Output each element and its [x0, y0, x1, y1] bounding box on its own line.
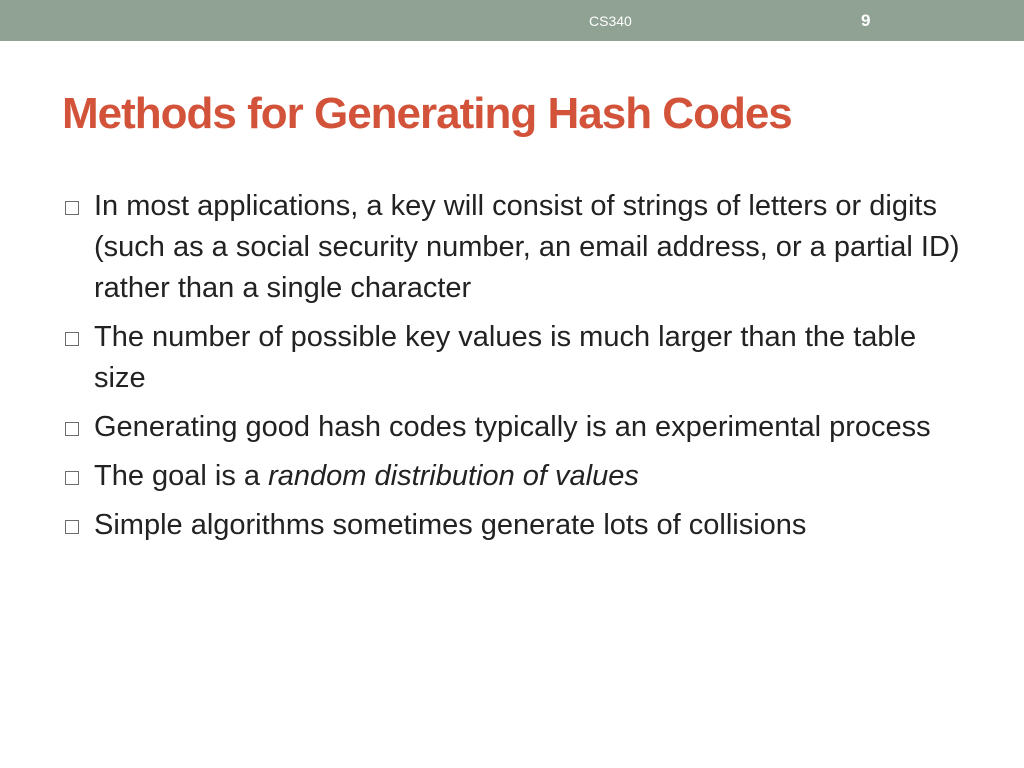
bullet-text: The number of possible key values is much larger than the table size — [94, 321, 917, 394]
bullet-text: Simple algorithms sometimes generate lots of collisions — [94, 509, 807, 541]
bullet-item — [65, 317, 975, 399]
course-label: CS340 — [589, 13, 632, 29]
header-bar — [0, 0, 1024, 41]
empty-square-icon — [65, 332, 79, 346]
bullet-list — [65, 186, 975, 554]
empty-square-icon — [65, 422, 79, 436]
bullet-item — [65, 505, 975, 546]
bullet-item — [65, 456, 975, 497]
empty-square-icon — [65, 520, 79, 534]
bullet-text — [94, 456, 639, 497]
bullet-text-prefix: The goal is a — [94, 460, 269, 492]
bullet-text-emphasis: random distribution of values — [268, 460, 639, 492]
bullet-text: Generating good hash codes typically is an experimental process — [94, 411, 931, 443]
bullet-item — [65, 186, 975, 309]
bullet-text: In most applications, a key will consist of strings of letters or digits (such as a social security number, an email address, or a partial ID) rather than a single character — [94, 190, 960, 304]
empty-square-icon — [65, 471, 79, 485]
slide-title: Methods for Generating Hash Codes — [62, 89, 792, 138]
empty-square-icon — [65, 201, 79, 215]
bullet-item — [65, 407, 975, 448]
slide-number: 9 — [861, 11, 871, 30]
